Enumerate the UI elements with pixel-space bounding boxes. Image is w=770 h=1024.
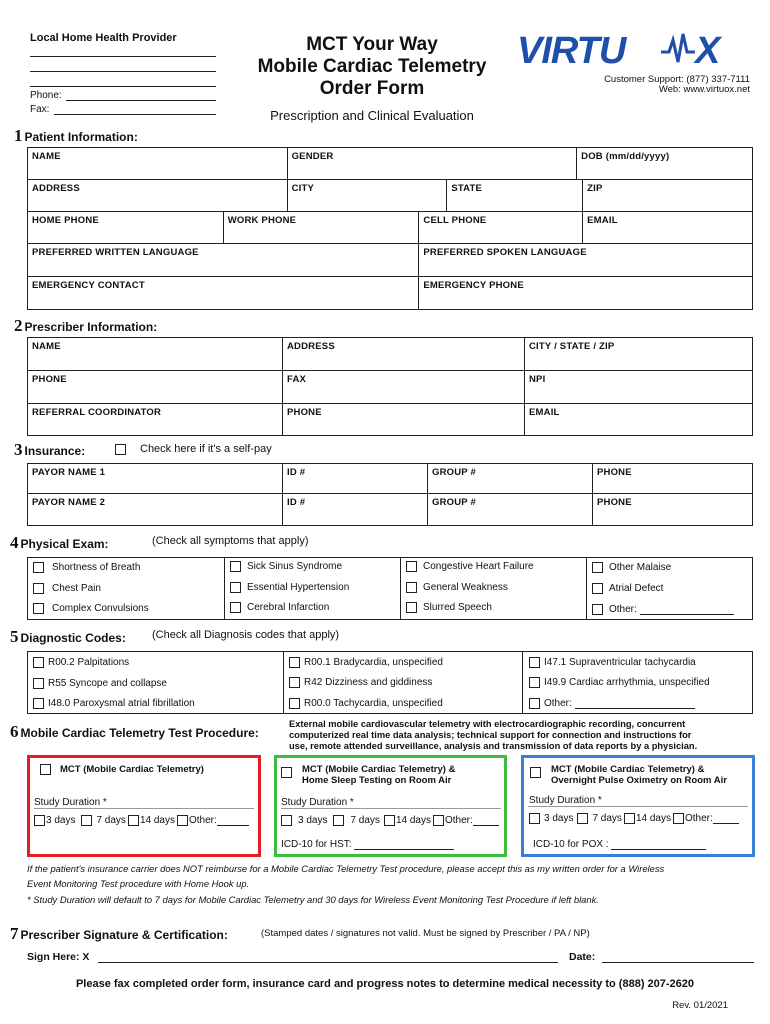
exam-option[interactable] [33, 603, 149, 614]
section-number: 3 [14, 440, 23, 459]
exam-checkbox[interactable] [33, 603, 44, 614]
sign-here-label: Sign Here: X [27, 951, 90, 963]
exam-option[interactable] [230, 582, 349, 593]
exam-label: Congestive Heart Failure [423, 561, 534, 572]
reimbursement-note [27, 861, 757, 891]
prescriber-npi-field[interactable]: NPI [525, 371, 753, 404]
mct-pox-label-1: MCT (Mobile Cardiac Telemetry) & [551, 764, 705, 775]
diag-label: R00.0 Tachycardia, unspecified [304, 698, 443, 709]
exam-checkbox[interactable] [230, 602, 241, 613]
exam-label: Atrial Defect [609, 583, 664, 594]
duration-label: Study Duration * [281, 797, 354, 808]
duration-7-checkbox[interactable] [81, 815, 92, 826]
exam-checkbox[interactable] [592, 604, 603, 615]
svg-text:X: X [695, 30, 721, 68]
mct-hst-label-2: Home Sleep Testing on Room Air [302, 775, 452, 786]
patient-city-field[interactable]: CITY [287, 180, 447, 212]
fax-instructions: Please fax completed order form, insurance card and progress notes to determine medical necessity to (888) 207-2620 [75, 978, 695, 990]
patient-address-field[interactable]: ADDRESS [28, 180, 288, 212]
exam-option[interactable] [33, 562, 140, 573]
exam-checkbox[interactable] [406, 582, 417, 593]
section-number: 1 [14, 126, 23, 145]
provider-line-1[interactable] [30, 56, 216, 57]
diag-checkbox[interactable] [289, 677, 300, 688]
mct-option-box[interactable] [27, 755, 261, 857]
duration-3-checkbox[interactable] [281, 815, 292, 826]
diag-option[interactable] [33, 698, 195, 709]
section-physical-exam [10, 533, 109, 553]
exam-label: Sick Sinus Syndrome [247, 561, 343, 572]
virtuox-logo [515, 30, 755, 68]
section-diagnostic-codes [10, 627, 126, 647]
section-title: Insurance: [24, 444, 86, 458]
icd-pox-field[interactable] [611, 840, 706, 850]
mct-option-title [40, 764, 204, 775]
exam-label: Shortness of Breath [52, 562, 141, 573]
mct-hst-label [302, 764, 455, 786]
exam-option[interactable] [592, 604, 734, 615]
duration-14-label: 14 days [635, 813, 671, 824]
section-number: 6 [10, 722, 19, 741]
exam-label: Other: [609, 604, 637, 615]
provider-fax-label: Fax: [30, 104, 50, 115]
section-title: Prescriber Signature & Certification: [20, 928, 228, 942]
icd-pox [533, 839, 706, 850]
duration-14-checkbox[interactable] [624, 813, 635, 824]
referral-coordinator-field[interactable]: REFERRAL COORDINATOR [28, 404, 283, 436]
section-number: 7 [10, 924, 19, 943]
diag-option[interactable] [33, 657, 129, 668]
payor1-name-field[interactable]: PAYOR NAME 1 [28, 464, 283, 494]
duration-other-field[interactable] [713, 814, 739, 824]
duration-options [281, 815, 499, 826]
duration-label: Study Duration * [34, 797, 107, 808]
duration-3-label: 3 days [298, 815, 328, 826]
diag-checkbox[interactable] [529, 677, 540, 688]
mct-hst-option-box[interactable] [274, 755, 507, 857]
section-title: Mobile Cardiac Telemetry Test Procedure: [20, 726, 259, 740]
duration-3-checkbox[interactable] [529, 813, 540, 824]
exam-checkbox[interactable] [406, 561, 417, 572]
diag-label: R42 Dizziness and giddiness [304, 677, 433, 688]
title-line-1: MCT Your Way [306, 34, 438, 55]
patient-zip-field[interactable]: ZIP [583, 180, 753, 212]
diag-option[interactable] [289, 657, 443, 668]
exam-label: Essential Hypertension [247, 582, 350, 593]
diag-note: (Check all Diagnosis codes that apply) [152, 629, 340, 641]
diag-checkbox[interactable] [289, 698, 300, 709]
referral-phone-field[interactable]: PHONE [283, 404, 525, 436]
mct-desc-line: External mobile cardiovascular telemetry with electrocardiographic recording, concurrent [289, 719, 686, 729]
diag-label: I49.9 Cardiac arrhythmia, unspecified [544, 677, 710, 688]
section-insurance [14, 440, 85, 460]
mct-option-label: MCT (Mobile Cardiac Telemetry) [60, 764, 204, 775]
section-signature [10, 924, 228, 944]
section-title: Diagnostic Codes: [20, 631, 126, 645]
prescriber-name-field[interactable]: NAME [28, 338, 283, 371]
prescriber-csz-field[interactable]: CITY / STATE / ZIP [525, 338, 753, 371]
diag-checkbox[interactable] [529, 657, 540, 668]
exam-checkbox[interactable] [230, 582, 241, 593]
prescriber-fax-field[interactable]: FAX [283, 371, 525, 404]
diag-other-field[interactable] [575, 699, 695, 709]
patient-emergency-contact-field[interactable]: EMERGENCY CONTACT [28, 277, 419, 310]
exam-option[interactable] [33, 583, 101, 594]
diag-option[interactable] [529, 698, 695, 709]
duration-other-checkbox[interactable] [433, 815, 444, 826]
mct-pox-title [530, 764, 727, 786]
duration-14-label: 14 days [395, 815, 431, 826]
exam-checkbox[interactable] [592, 583, 603, 594]
duration-7-checkbox[interactable] [577, 813, 588, 824]
prescriber-phone-field[interactable]: PHONE [28, 371, 283, 404]
patient-table [27, 147, 753, 310]
title-line-3: Order Form [319, 78, 425, 99]
exam-label: Cerebral Infarction [247, 602, 330, 613]
mct-desc-line: computerized real time data analysis; technical support for connection and instructions for [289, 730, 692, 740]
payor2-phone-field[interactable]: PHONE [593, 494, 753, 526]
section-number: 5 [10, 627, 19, 646]
diag-checkbox[interactable] [289, 657, 300, 668]
mct-desc-line: use, remote attended surveillance, analysis and transmission of data reports by a physician. [289, 741, 698, 751]
exam-option[interactable] [406, 561, 534, 572]
mct-pox-label [551, 764, 727, 786]
signature-note: (Stamped dates / signatures not valid. Must be signed by Prescriber / PA / NP) [261, 928, 590, 939]
provider-fax-field[interactable] [54, 114, 216, 115]
icd-hst [281, 839, 454, 850]
payor2-group-field[interactable]: GROUP # [428, 494, 593, 526]
duration-other-label: Other: [188, 815, 217, 826]
duration-other-field[interactable] [217, 816, 249, 826]
mct-hst-checkbox[interactable] [281, 767, 292, 778]
patient-emergency-phone-field[interactable]: EMERGENCY PHONE [419, 277, 753, 310]
title-line-2: Mobile Cardiac Telemetry [257, 56, 487, 77]
diag-label: I48.0 Paroxysmal atrial fibrillation [48, 698, 195, 709]
duration-3-label: 3 days [46, 815, 76, 826]
exam-option[interactable] [406, 602, 492, 613]
payor1-group-field[interactable]: GROUP # [428, 464, 593, 494]
note-line-2: Event Monitoring Test procedure with Home Hook up. [27, 878, 250, 889]
provider-label: Local Home Health Provider [30, 32, 177, 44]
exam-option[interactable] [230, 561, 342, 572]
patient-email-field[interactable]: EMAIL [583, 212, 753, 244]
patient-state-field[interactable]: STATE [447, 180, 583, 212]
duration-7-label: 7 days [592, 813, 622, 824]
mct-pox-option-box[interactable] [521, 755, 755, 857]
customer-support: Customer Support: (877) 337-7111 [604, 74, 750, 85]
selfpay-option[interactable] [115, 443, 272, 455]
exam-checkbox[interactable] [406, 602, 417, 613]
date-field[interactable] [602, 962, 754, 963]
patient-home-phone-field[interactable]: HOME PHONE [28, 212, 224, 244]
icd-pox-label: ICD-10 for POX : [533, 839, 609, 850]
diag-checkbox[interactable] [529, 698, 540, 709]
section-number: 2 [14, 316, 23, 335]
diag-option[interactable] [529, 657, 696, 668]
exam-checkbox[interactable] [592, 562, 603, 573]
diag-checkbox[interactable] [33, 657, 44, 668]
section-title: Prescriber Information: [24, 320, 158, 334]
diag-label: I47.1 Supraventricular tachycardia [544, 657, 696, 668]
website: Web: www.virtuox.net [658, 84, 750, 95]
page-subtitle: Prescription and Clinical Evaluation [270, 108, 474, 123]
section-title: Patient Information: [24, 130, 138, 144]
duration-other-label: Other: [684, 813, 713, 824]
payor2-name-field[interactable]: PAYOR NAME 2 [28, 494, 283, 526]
exam-label: Complex Convulsions [52, 603, 149, 614]
signature-field[interactable] [98, 962, 558, 963]
duration-14-label: 14 days [139, 815, 175, 826]
patient-cell-phone-field[interactable]: CELL PHONE [419, 212, 583, 244]
patient-gender-field[interactable]: GENDER [287, 148, 577, 180]
duration-3-label: 3 days [544, 813, 574, 824]
payor1-id-field[interactable]: ID # [283, 464, 428, 494]
diag-label: R00.1 Bradycardia, unspecified [304, 657, 443, 668]
exam-checkbox[interactable] [33, 562, 44, 573]
svg-text:VIRTU: VIRTU [517, 30, 626, 68]
duration-options [529, 813, 739, 824]
exam-label: Other Malaise [609, 562, 672, 573]
diag-label: R55 Syncope and collapse [48, 678, 167, 689]
exam-note: (Check all symptoms that apply) [152, 535, 309, 547]
diag-label: Other: [544, 698, 572, 709]
duration-7-checkbox[interactable] [333, 815, 344, 826]
duration-14-checkbox[interactable] [128, 815, 139, 826]
selfpay-label: Check here if it's a self-pay [140, 443, 272, 455]
duration-options [34, 815, 249, 826]
diag-option[interactable] [529, 677, 710, 688]
duration-7-label: 7 days [350, 815, 380, 826]
insurance-table [27, 463, 753, 526]
note-line-1: If the patient's insurance carrier does NOT reimburse for a Mobile Cardiac Telemetry Test procedure, please accept this as my written order for a Wireless [27, 863, 665, 874]
patient-dob-field[interactable]: DOB (mm/dd/yyyy) [577, 148, 753, 180]
section-number: 4 [10, 533, 19, 552]
provider-line-3[interactable] [30, 86, 216, 87]
diag-label: R00.2 Palpitations [48, 657, 130, 668]
exam-label: Slurred Speech [423, 602, 492, 613]
section-patient [14, 126, 138, 146]
mct-hst-title [281, 764, 455, 786]
referral-email-field[interactable]: EMAIL [525, 404, 753, 436]
duration-3-checkbox[interactable] [34, 815, 45, 826]
page-title [238, 34, 506, 100]
mct-pox-checkbox[interactable] [530, 767, 541, 778]
exam-other-field[interactable] [640, 605, 734, 615]
prescriber-address-field[interactable]: ADDRESS [283, 338, 525, 371]
exam-option[interactable] [592, 562, 671, 573]
duration-label: Study Duration * [529, 795, 602, 806]
payor2-id-field[interactable]: ID # [283, 494, 428, 526]
duration-other-checkbox[interactable] [673, 813, 684, 824]
icd-hst-field[interactable] [354, 840, 454, 850]
section-prescriber [14, 316, 157, 336]
selfpay-checkbox[interactable] [115, 444, 126, 455]
exam-checkbox[interactable] [230, 561, 241, 572]
patient-work-phone-field[interactable]: WORK PHONE [223, 212, 419, 244]
revision-label: Rev. 01/2021 [672, 1000, 728, 1011]
exam-checkbox[interactable] [33, 583, 44, 594]
exam-label: General Weakness [423, 582, 508, 593]
diag-checkbox[interactable] [33, 698, 44, 709]
mct-pox-label-2: Overnight Pulse Oximetry on Room Air [551, 775, 727, 786]
prescriber-table [27, 337, 753, 436]
patient-spoken-language-field[interactable]: PREFERRED SPOKEN LANGUAGE [419, 244, 753, 277]
exam-option[interactable] [230, 602, 329, 613]
mct-description [289, 719, 697, 752]
duration-7-label: 7 days [96, 815, 126, 826]
diag-checkbox[interactable] [33, 678, 44, 689]
exam-option[interactable] [592, 583, 663, 594]
provider-phone-field[interactable] [66, 100, 216, 101]
diag-option[interactable] [289, 677, 432, 688]
provider-line-2[interactable] [30, 71, 216, 72]
duration-default-note: * Study Duration will default to 7 days for Mobile Cardiac Telemetry and 30 days for Wireless Event Monitoring Test Procedure if left blank. [27, 894, 599, 905]
duration-14-checkbox[interactable] [384, 815, 395, 826]
diag-option[interactable] [289, 698, 443, 709]
exam-option[interactable] [406, 582, 508, 593]
exam-label: Chest Pain [52, 583, 101, 594]
section-mct [10, 722, 259, 742]
duration-other-checkbox[interactable] [177, 815, 188, 826]
section-title: Physical Exam: [20, 537, 109, 551]
payor1-phone-field[interactable]: PHONE [593, 464, 753, 494]
duration-other-label: Other: [444, 815, 473, 826]
patient-written-language-field[interactable]: PREFERRED WRITTEN LANGUAGE [28, 244, 419, 277]
diag-option[interactable] [33, 678, 167, 689]
provider-phone-label: Phone: [30, 90, 62, 101]
date-label: Date: [569, 951, 596, 963]
icd-hst-label: ICD-10 for HST: [281, 839, 352, 850]
mct-hst-label-1: MCT (Mobile Cardiac Telemetry) & [302, 764, 456, 775]
mct-checkbox[interactable] [40, 764, 51, 775]
duration-other-field[interactable] [473, 816, 499, 826]
patient-name-field[interactable]: NAME [28, 148, 288, 180]
